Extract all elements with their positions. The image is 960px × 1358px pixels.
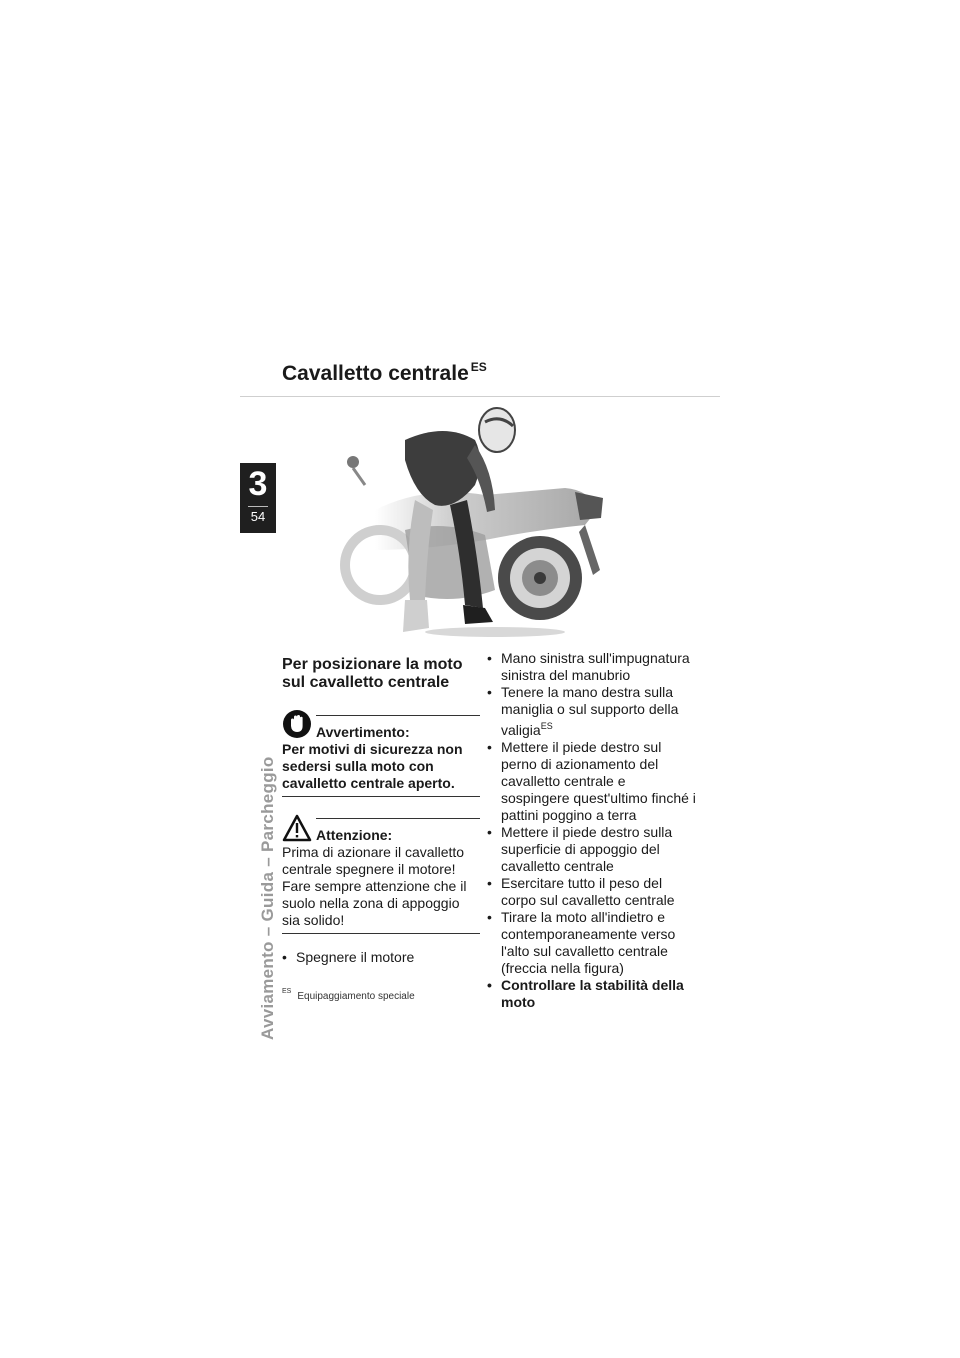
caution-notice [282,818,480,934]
caution-bottom-rule [282,933,480,934]
stop-hand-icon [282,709,312,739]
subheading: Per posizionare la moto sul cavalletto centrale [282,656,463,691]
list-item: • Controllare la stabilità della moto [487,977,697,1011]
right-steps-list [487,650,697,1011]
footnote-marker: ES [282,988,292,995]
warning-notice [282,715,480,797]
caution-label: Attenzione: [316,827,393,843]
chapter-number: 3 [248,465,268,503]
motorcycle-stand-illustration [335,400,620,642]
list-item: • Esercitare tutto il peso del corpo sul cavalletto centrale [487,875,697,909]
left-steps-list [282,949,480,966]
caution-top-rule [316,818,480,819]
page-number: 54 [250,509,266,524]
section-title-text: Cavalletto centrale [282,362,469,385]
footnote [282,988,415,1002]
caution-text: Prima di azionare il cavalletto centrale spegnere il motore! Fare sempre attenzione che il suolo nella zona di appoggio sia solido! [282,844,467,928]
section-title-marker: ES [470,360,487,374]
side-chapter-title: Avviamento – Guida – Parcheggio [258,756,277,1040]
footnote-text: Equipaggiamento speciale [297,991,415,1002]
list-item: • Mano sinistra sull'impugnatura sinistra del manubrio [487,650,697,684]
chapter-divider [248,506,268,507]
warning-text: Per motivi di sicurezza non sedersi sulla moto con cavalletto centrale aperto. [282,741,463,791]
list-item-text: Tenere la mano destra sulla maniglia o sul supporto della valigia [501,684,679,738]
list-item: • Spegnere il motore [282,949,480,966]
warning-bottom-rule [282,796,480,797]
list-item [487,684,697,739]
chapter-tab [240,463,276,533]
list-item: • Mettere il piede destro sulla superficie di appoggio del cavalletto centrale [487,824,697,875]
warning-label: Avvertimento: [316,724,410,740]
section-divider [240,396,720,397]
section-title [282,360,487,386]
warning-top-rule [316,715,480,716]
list-item-marker: ES [540,721,553,731]
warning-triangle-icon [282,814,312,842]
list-item: • Mettere il piede destro sul perno di azionamento del cavalletto centrale e sospingere quest'ultimo finché i pattini poggino a terra [487,739,697,824]
list-item: • Tirare la moto all'indietro e contemporaneamente verso l'alto sul cavalletto centrale (freccia nella figura) [487,909,697,977]
